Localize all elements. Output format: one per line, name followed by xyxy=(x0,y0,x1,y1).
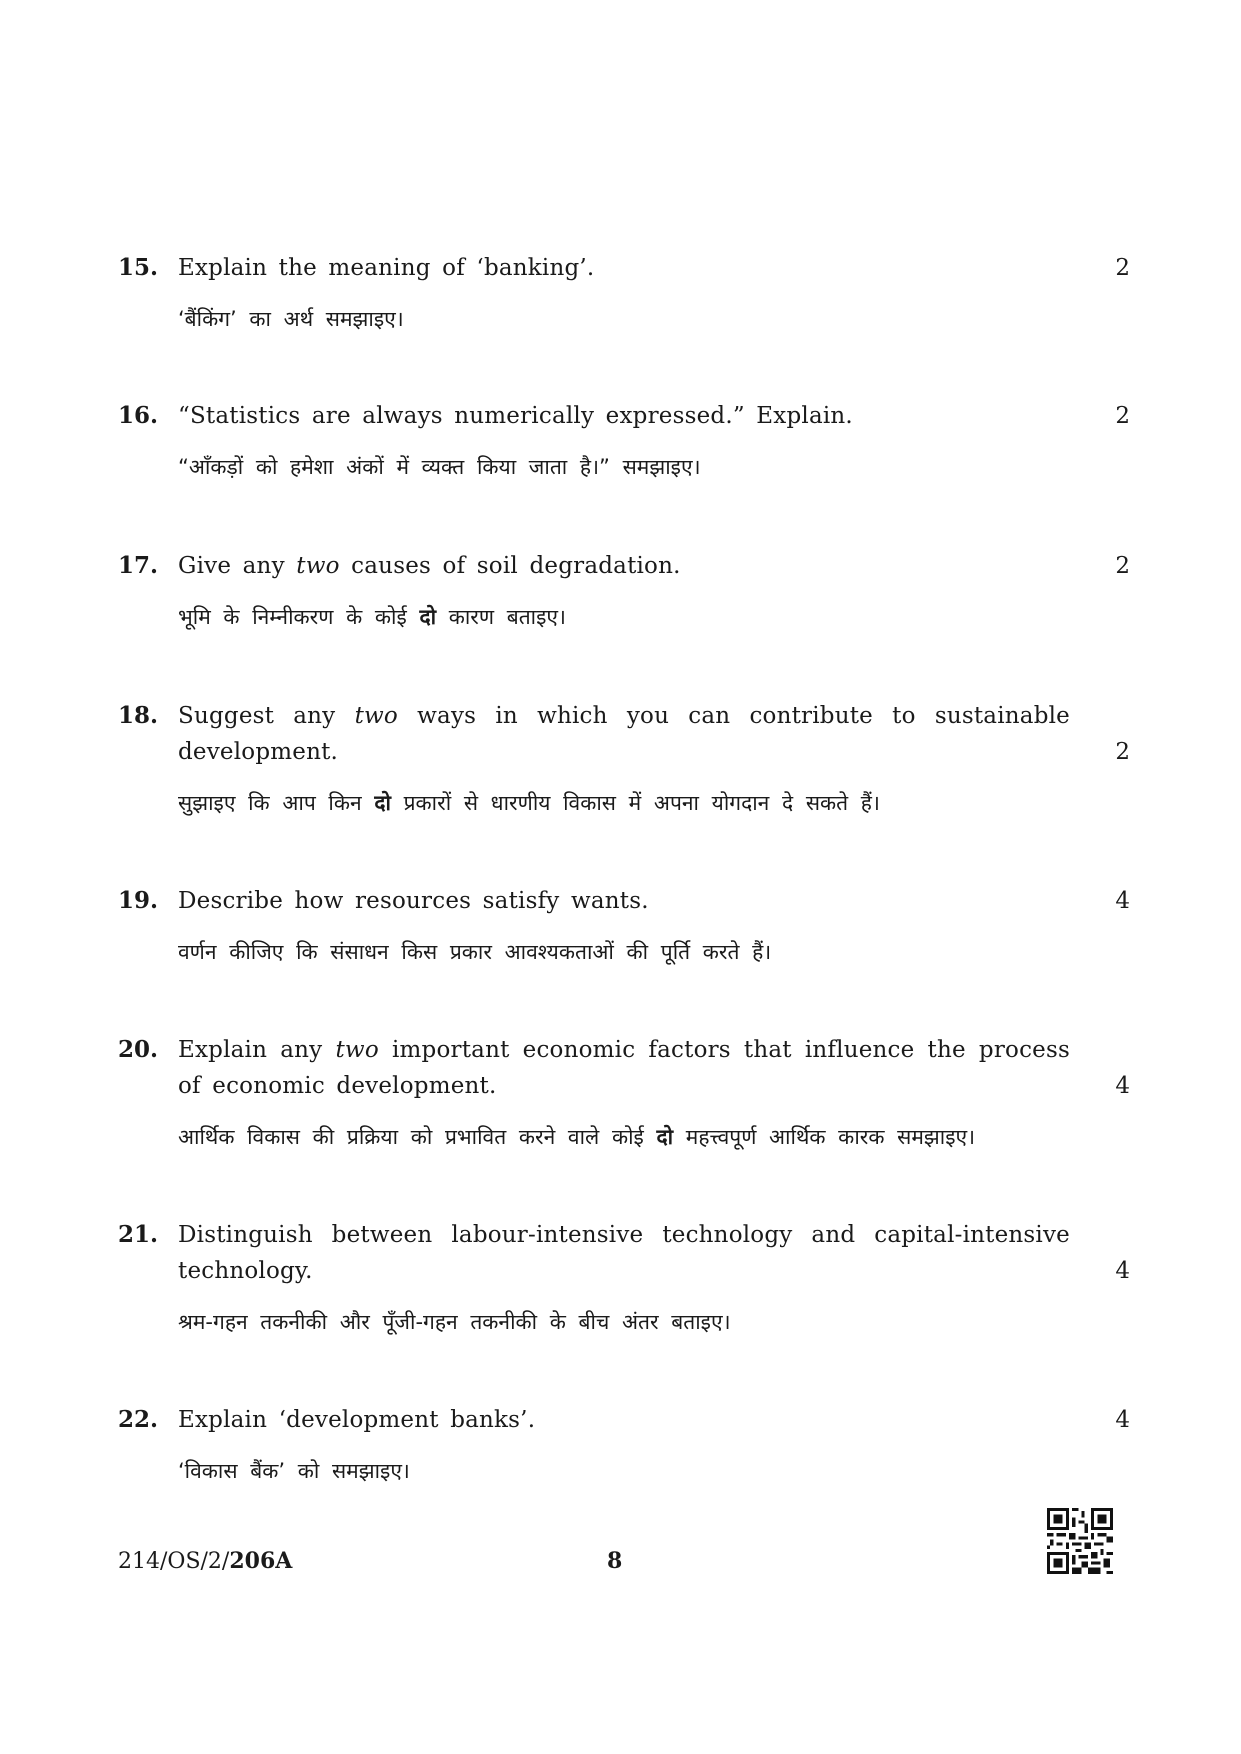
question-text-english xyxy=(178,548,1070,584)
question-text-segment: प्रकारों से धारणीय विकास में अपना योगदान दे सकते हैं। xyxy=(390,791,880,815)
question-text-segment: Explain ‘development banks’. xyxy=(178,1407,536,1433)
question-21 xyxy=(118,1217,1130,1339)
question-text-hindi xyxy=(178,786,1078,820)
question-text-segment: Describe how resources satisfy wants. xyxy=(178,888,649,914)
question-text-english xyxy=(178,698,1070,770)
question-number: 16. xyxy=(118,402,159,429)
paper-code-prefix: 214/OS/2/ xyxy=(118,1549,230,1574)
question-text-english xyxy=(178,1032,1070,1104)
question-marks: 4 xyxy=(1115,1073,1130,1099)
question-text-emphasis: two xyxy=(335,1037,379,1063)
question-text-hindi: “आँकड़ों को हमेशा अंकों में व्यक्त किया जाता है।” समझाइए। xyxy=(178,455,701,479)
page-number: 8 xyxy=(607,1548,623,1574)
question-text-segment: भूमि के निम्नीकरण के कोई xyxy=(178,605,420,629)
question-number: 22. xyxy=(118,1406,159,1433)
question-marks: 4 xyxy=(1115,1407,1130,1433)
question-marks: 2 xyxy=(1115,553,1130,579)
question-text-segment: ways in which you can contribute to sustainable development. xyxy=(178,703,1070,765)
question-number: 20. xyxy=(118,1036,159,1063)
question-16-english-row xyxy=(118,398,1130,434)
question-18 xyxy=(118,698,1130,820)
question-marks: 2 xyxy=(1115,255,1130,281)
question-text-segment: महत्त्वपूर्ण आर्थिक कारक समझाइए। xyxy=(673,1125,976,1149)
question-text-segment: आर्थिक विकास की प्रक्रिया को प्रभावित करने वाले कोई xyxy=(178,1125,657,1149)
question-22-english-row xyxy=(118,1402,1130,1438)
question-21-english-row xyxy=(118,1217,1130,1289)
question-16 xyxy=(118,398,1130,484)
question-number: 21. xyxy=(118,1221,159,1248)
question-text-emphasis: two xyxy=(354,703,398,729)
question-text-segment: Distinguish between labour-intensive technology and capital-intensive technology. xyxy=(178,1222,1070,1284)
question-text-hindi xyxy=(178,1120,1078,1154)
question-text-hindi: ‘विकास बैंक’ को समझाइए। xyxy=(178,1459,410,1483)
question-text-segment: causes of soil degradation. xyxy=(339,553,681,579)
question-number: 17. xyxy=(118,552,159,579)
question-text-hindi: ‘बैंकिंग’ का अर्थ समझाइए। xyxy=(178,307,404,331)
question-17 xyxy=(118,548,1130,634)
question-text-segment: Give any xyxy=(178,553,297,579)
paper-code xyxy=(118,1546,292,1577)
question-19 xyxy=(118,883,1130,969)
question-text-segment: important economic factors that influence the process of economic development. xyxy=(178,1037,1070,1099)
question-17-english-row xyxy=(118,548,1130,584)
question-text-segment: “Statistics are always numerically expressed.” Explain. xyxy=(178,403,853,429)
question-marks: 4 xyxy=(1115,1258,1130,1284)
question-text-segment: Explain any xyxy=(178,1037,336,1063)
question-text-emphasis: दो xyxy=(656,1125,674,1149)
question-text-emphasis: दो xyxy=(419,605,437,629)
question-text-segment: कारण बताइए। xyxy=(436,605,567,629)
question-text-english xyxy=(178,250,1070,286)
question-number: 19. xyxy=(118,887,159,914)
question-text-hindi: वर्णन कीजिए कि संसाधन किस प्रकार आवश्यकताओं की पूर्ति करते हैं। xyxy=(178,940,772,964)
question-marks: 2 xyxy=(1115,403,1130,429)
question-number: 18. xyxy=(118,702,159,729)
question-18-english-row xyxy=(118,698,1130,770)
question-text-english xyxy=(178,1402,1070,1438)
question-text-english xyxy=(178,1217,1070,1289)
question-text-emphasis: दो xyxy=(374,791,391,815)
question-20 xyxy=(118,1032,1130,1154)
question-number: 15. xyxy=(118,254,159,281)
question-marks: 4 xyxy=(1115,888,1130,914)
question-text-segment: Explain the meaning of ‘banking’. xyxy=(178,255,595,281)
question-text-hindi: श्रम-गहन तकनीकी और पूँजी-गहन तकनीकी के बीच अंतर बताइए। xyxy=(178,1310,731,1334)
paper-code-set: 206A xyxy=(229,1548,293,1574)
question-20-english-row xyxy=(118,1032,1130,1104)
question-marks: 2 xyxy=(1115,739,1130,765)
question-15 xyxy=(118,250,1130,336)
question-19-english-row xyxy=(118,883,1130,919)
question-text-segment: सुझाइए कि आप किन xyxy=(178,791,375,815)
question-text-segment: Suggest any xyxy=(178,703,355,729)
question-15-english-row xyxy=(118,250,1130,286)
question-text-english xyxy=(178,883,1070,919)
question-text-english xyxy=(178,398,1070,434)
question-text-emphasis: two xyxy=(296,553,340,579)
qr-code-icon xyxy=(1047,1508,1113,1574)
question-22 xyxy=(118,1402,1130,1488)
question-text-hindi xyxy=(178,600,1078,634)
